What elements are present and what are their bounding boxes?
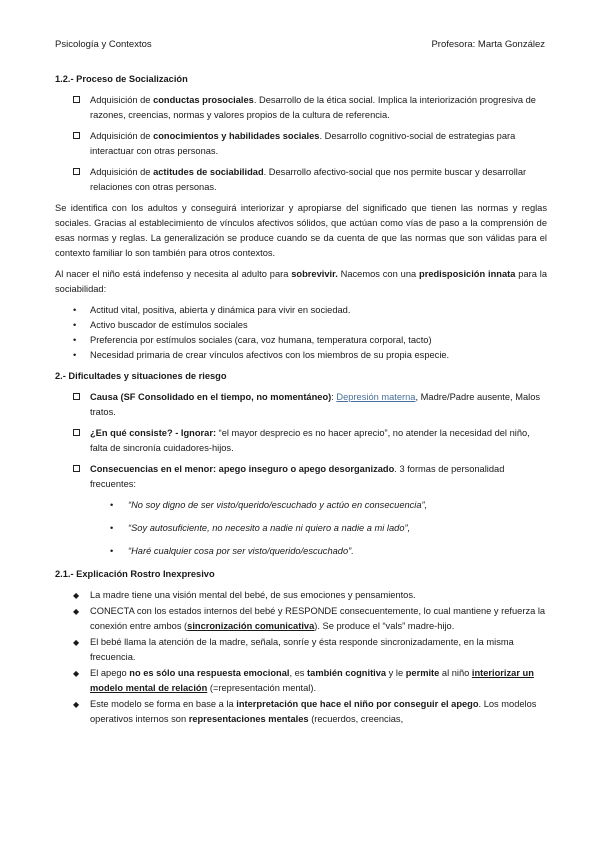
list-item: • Preferencia por estímulos sociales (cara, voz humana, temperatura corporal, tacto): [55, 333, 547, 348]
checklist-item-causa: Causa (SF Consolidado en el tiempo, no momentáneo): Depresión materna, Madre/Padre ausente, Malos tratos.: [55, 390, 547, 420]
section-title-socializacion: 1.2.- Proceso de Socialización: [55, 74, 188, 84]
section-title-rostro-inexpresivo: 2.1.- Explicación Rostro Inexpresivo: [55, 569, 215, 579]
item-text: . Desarrollo afectivo-social que nos permite buscar y desarrollar relaciones con otras personas.: [90, 167, 527, 192]
bullet-icon: •: [73, 305, 77, 315]
checkbox-icon: [73, 465, 80, 472]
item-text: Adquisición de: [90, 131, 154, 141]
quote-item: • “Soy autosuficiente, no necesito a nadie ni quiero a nadie a mi lado”,: [55, 521, 547, 536]
list-item: • Activo buscador de estímulos sociales: [55, 318, 547, 333]
checklist-item: [55, 129, 547, 159]
list-item: ◆ El apego no es sólo una respuesta emocional, es también cognitiva y le permite al niño interiorizar un modelo mental de relación (=representación mental).: [73, 668, 534, 693]
paragraph-al-nacer: Al nacer el niño está indefenso y necesita al adulto para sobrevivir. Nacemos con una predisposición innata para la sociabilidad:: [55, 269, 547, 294]
bullet-icon: •: [110, 500, 114, 510]
diamond-bullet-icon: ◆: [73, 700, 80, 709]
checkbox-icon: [73, 96, 80, 103]
paragraph-identifica: Se identifica con los adultos y conseguirá interiorizar y apropiarse del significado que tienen las normas y reglas sociales. Gracias al establecimiento de vínculos afectivos sólidos, que actúan como vías de paso a la comprensión de esas normas y reglas. La generalización se produce cuando se da cuenta de que las normas que son válidas para el contexto familiar lo son también para otros contextos.: [55, 203, 547, 258]
bullet-icon: •: [73, 335, 77, 345]
bullet-icon: •: [73, 320, 77, 330]
diamond-bullet-icon: ◆: [73, 638, 80, 647]
item-text: Adquisición de: [90, 167, 154, 177]
diamond-bullet-icon: ◆: [73, 669, 80, 678]
list-item: ◆ El bebé llama la atención de la madre, señala, sonríe y ésta responde sincronizadamente, en la misma frecuencia.: [73, 637, 514, 662]
bullet-icon: •: [110, 523, 114, 533]
header-course: Psicología y Contextos: [55, 39, 152, 50]
document-body: [55, 72, 547, 728]
checkbox-icon: [73, 429, 80, 436]
list-item: ◆ CONECTA con los estados internos del bebé y RESPONDE consecuentemente, lo cual mantiene y refuerza la conexión entre ambos (sincronización comunicativa). Se produce el “vals” madre-hijo.: [73, 606, 546, 631]
list-item: ◆ Este modelo se forma en base a la interpretación que hace el niño por conseguir el apego. Los modelos operativos internos son representaciones mentales (recuerdos, creencias,: [73, 699, 537, 724]
item-text: . Desarrollo de la ética social. Implica la interiorización progresiva de razones, creencias, normas y valores propios de la cultura de referencia.: [90, 95, 536, 120]
section-title-dificultades: 2.- Dificultades y situaciones de riesgo: [55, 371, 227, 381]
checkbox-icon: [73, 393, 80, 400]
list-item: • Actitud vital, positiva, abierta y dinámica para vivir en sociedad.: [55, 303, 547, 318]
diamond-bullet-icon: ◆: [73, 591, 80, 600]
item-bold: conocimientos y habilidades sociales: [153, 131, 320, 141]
checklist-item-consecuencias: Consecuencias en el menor: apego inseguro o apego desorganizado. 3 formas de personalidad frecuentes:: [55, 462, 547, 492]
depresion-materna-link[interactable]: Depresión materna: [336, 392, 416, 402]
diamond-bullet-icon: ◆: [73, 607, 80, 616]
bullet-icon: •: [73, 350, 77, 360]
item-text: Adquisición de: [90, 95, 154, 105]
item-text: . Desarrollo cognitivo-social de estrategias para interactuar con otras personas.: [90, 131, 516, 156]
header-teacher: Profesora: Marta González: [431, 39, 545, 50]
item-bold: conductas prosociales: [153, 95, 254, 105]
quote-item: • “Haré cualquier cosa por ser visto/querido/escuchado”.: [55, 544, 547, 559]
checklist-item-consiste: ¿En qué consiste? - Ignorar: “el mayor desprecio es no hacer aprecio”, no atender la necesidad del niño, falta de sincronía cuidadores-hijos.: [55, 426, 547, 456]
checklist-item: [55, 93, 547, 123]
checkbox-icon: [73, 132, 80, 139]
quote-item: • “No soy digno de ser visto/querido/escuchado y actúo en consecuencia”,: [55, 498, 547, 513]
checkbox-icon: [73, 168, 80, 175]
bullet-icon: •: [110, 546, 114, 556]
list-item: • Necesidad primaria de crear vínculos afectivos con los miembros de su propia especie.: [55, 348, 547, 363]
checklist-item: [55, 165, 547, 195]
item-bold: actitudes de sociabilidad: [153, 167, 264, 177]
list-item: ◆ La madre tiene una visión mental del bebé, de sus emociones y pensamientos.: [55, 588, 547, 603]
